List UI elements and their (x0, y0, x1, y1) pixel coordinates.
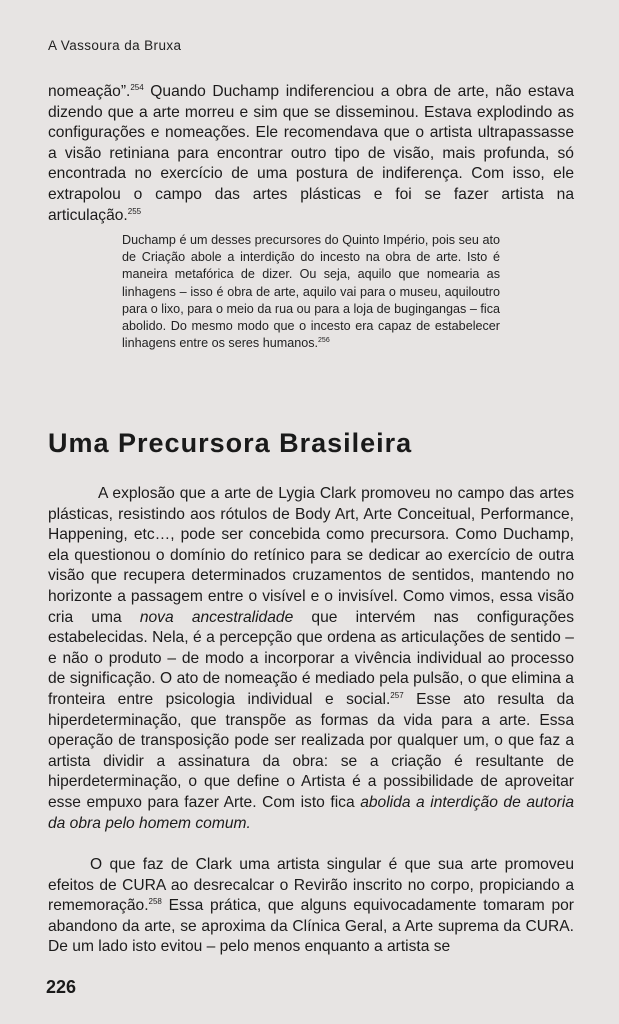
paragraph-text: que intervém nas configurações estabelecidas. Nela, é a percepção que ordena as articulações de sentido – e não o produto – de modo a incorporar a vivência individual ao processo de significação. O ato de nomeação é mediado pela pulsão, o que elimina a fronteira entre psicologia individual e social. (48, 608, 574, 708)
footnote-ref-258: 258 (148, 897, 162, 906)
emphasis-text: nova ancestralidade (139, 608, 294, 626)
block-quote (122, 232, 500, 352)
body-paragraph-1 (48, 82, 574, 226)
body-paragraph-3 (48, 855, 574, 958)
paragraph-text: nomeação”. (48, 83, 131, 100)
paragraph-text: Essa prática, que alguns equivocadamente tomaram por abandono da arte, se aproxima da Clínica Geral, a Arte suprema da CURA. De um lado isto evitou – pelo menos enquanto a artista se (48, 897, 574, 956)
footnote-ref-255: 255 (127, 206, 142, 216)
footnote-ref-256: 256 (318, 337, 330, 345)
emphasis-text: abolida a interdição de autoria da obra pelo homem comum. (48, 793, 574, 832)
body-paragraph-2 (48, 484, 574, 834)
page-number: 226 (46, 977, 77, 997)
quote-text: Duchamp é um desses precursores do Quinto Império, pois seu ato de Criação abole a interdição do incesto na obra de arte. Isto é maneira metafórica de dizer. Ou seja, aquilo que nomearia as linhagens – isso é obra de arte, aquilo vai para o museu, aquiloutro para o lixo, para o meio da rua ou para a loja de bugingangas – fica abolido. Do mesmo modo que o incesto era capaz de estabelecer linhagens entre os seres humanos. (122, 233, 500, 351)
paragraph-text: A explosão que a arte de Lygia Clark promoveu no campo das artes plásticas, resistindo aos rótulos de Body Art, Arte Conceitual, Performance, Happening, etc…, pode ser concebida como precursora. Como Duchamp, ela questionou o domínio do retínico para se dedicar ao exercício de outra visão que recupera determinados cruzamentos de sentidos, mantendo no horizonte a passagem entre o visível e o invisível. Como vimos, essa visão cria uma (48, 485, 574, 626)
paragraph-text: Esse ato resulta da hiperdeterminação, que transpõe as formas da vida para a arte. Essa operação de transposição pode ser realizada por qualquer um, o que faz a artista dividir a assinatura da obra: se a criação é resultante de hiperdeterminação, o que define o Artista é a possibilidade de aproveitar esse empuxo para fazer Arte. Com isto fica (48, 690, 574, 811)
running-head: A Vassoura da Bruxa (48, 38, 182, 53)
paragraph-text: O que faz de Clark uma artista singular é que sua arte promoveu efeitos de CURA ao desrecalcar o Revirão inscrito no corpo, propiciando a rememoração. (48, 856, 574, 915)
footnote-ref-254: 254 (130, 82, 144, 92)
footnote-ref-257: 257 (390, 690, 404, 700)
paragraph-text: Quando Duchamp indiferenciou a obra de arte, não estava dizendo que a arte morreu e sim que se disseminou. Estava explodindo as configurações e nomeações. Ele recomendava que o artista ultrapassasse a visão retiniana para encontrar outro tipo de visão, mais profunda, só encontrada no exercício de uma postura de indiferença. Com isso, ele extrapolou o campo das artes plásticas e foi se fazer artista na articulação. (48, 83, 574, 224)
section-title: Uma Precursora Brasileira (48, 428, 413, 458)
